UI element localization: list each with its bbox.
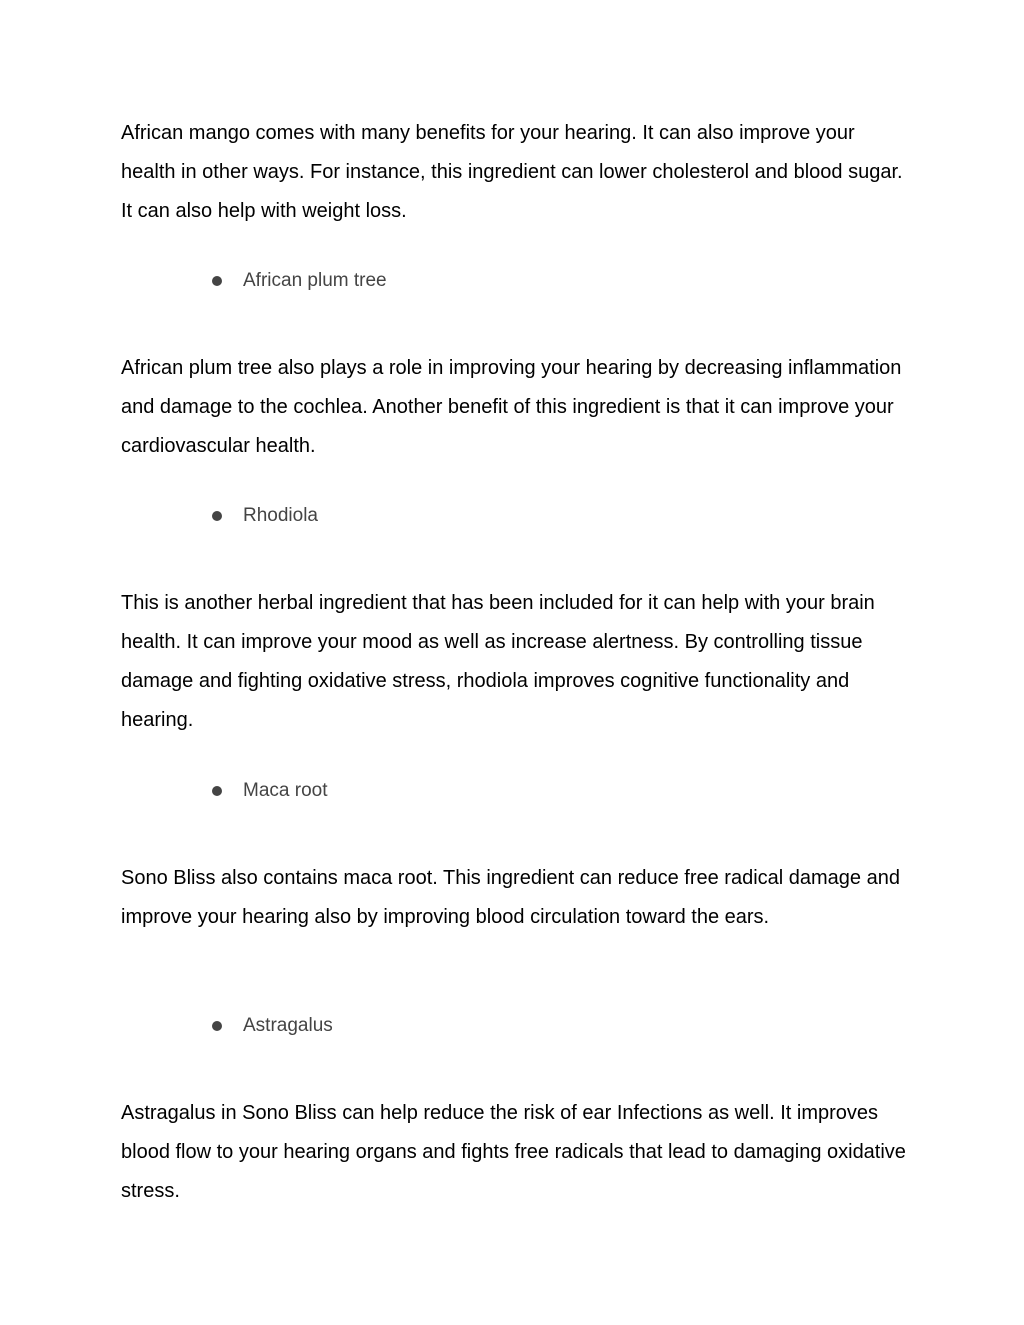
paragraph-rhodiola: This is another herbal ingredient that has been included for it can help with your brain health. It can improve your mood as well as increase alertness. By controlling tissue damage and fighting oxidative stress, rhodiola improves cognitive functionality and hearing. bbox=[121, 592, 875, 731]
bullet-item-rhodiola bbox=[209, 504, 318, 528]
paragraph-african-plum-tree: African plum tree also plays a role in improving your hearing by decreasing inflammation and damage to the cochlea. Another benefit of this ingredient is that it can improve your cardiovascular health. bbox=[121, 357, 902, 457]
paragraph-african-mango: African mango comes with many benefits for your hearing. It can also improve your health in other ways. For instance, this ingredient can lower cholesterol and blood sugar. It can also help with weight loss. bbox=[121, 122, 903, 222]
bullet-label: Maca root bbox=[243, 780, 328, 801]
bullet-item-african-plum-tree bbox=[209, 269, 387, 293]
bullet-item-astragalus bbox=[209, 1014, 333, 1038]
bullet-dot-icon bbox=[212, 786, 222, 796]
bullet-item-maca-root bbox=[209, 779, 327, 803]
bullet-label: Rhodiola bbox=[243, 505, 318, 526]
paragraph-maca-root: Sono Bliss also contains maca root. This ingredient can reduce free radical damage and improve your hearing also by improving blood circulation toward the ears. bbox=[121, 867, 900, 928]
bullet-label: African plum tree bbox=[243, 270, 387, 291]
bullet-dot-icon bbox=[212, 1021, 222, 1031]
bullet-dot-icon bbox=[212, 511, 222, 521]
bullet-label: Astragalus bbox=[243, 1015, 333, 1036]
bullet-dot-icon bbox=[212, 276, 222, 286]
paragraph-astragalus: Astragalus in Sono Bliss can help reduce the risk of ear Infections as well. It improves blood flow to your hearing organs and fights free radicals that lead to damaging oxidative stress. bbox=[121, 1102, 906, 1202]
